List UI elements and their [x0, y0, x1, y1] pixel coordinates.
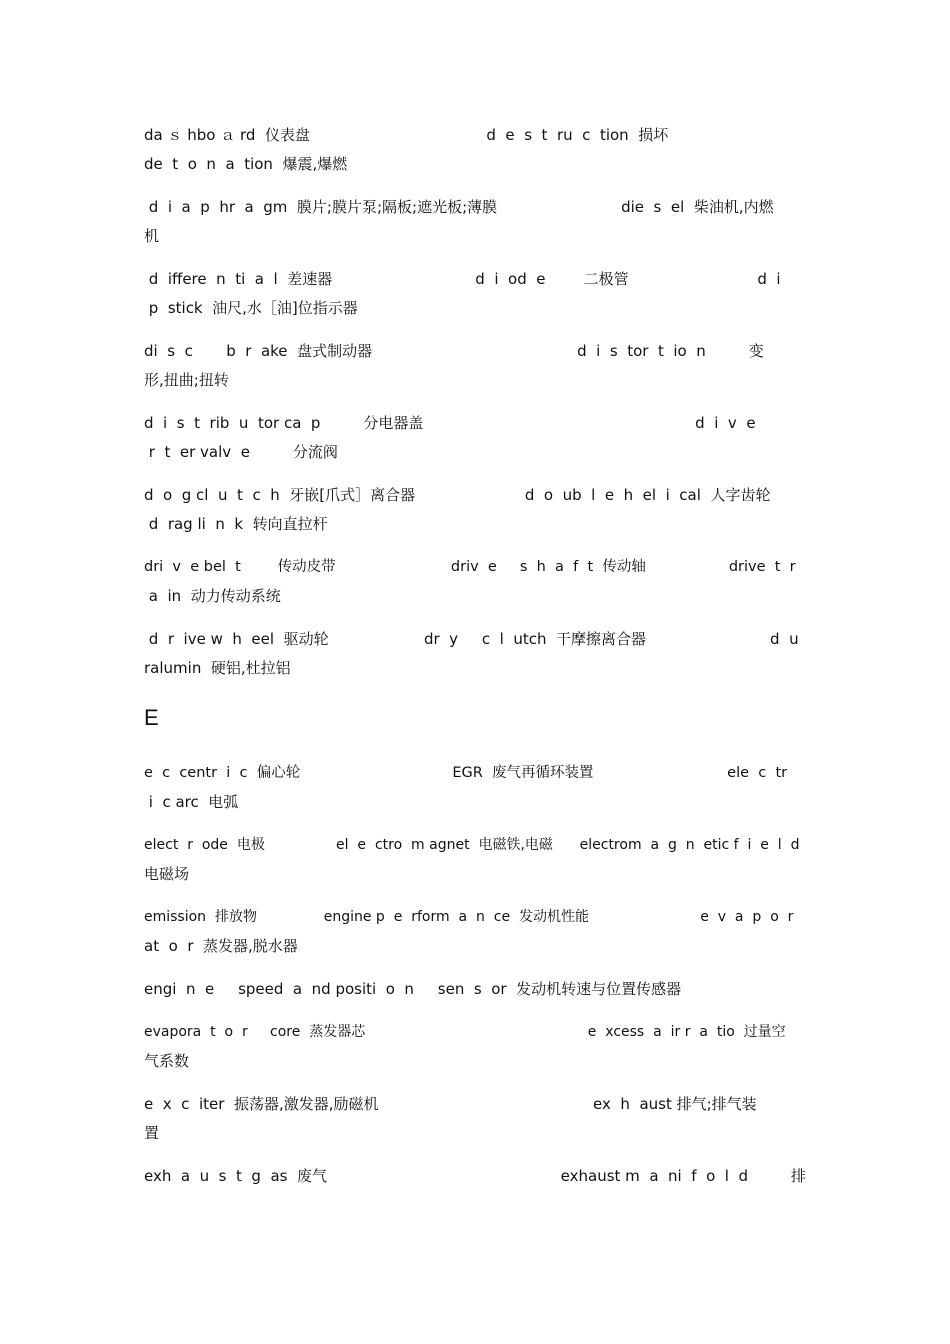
entry-text: d i s t rib u tor ca p 分电器盖 d i v e — [144, 414, 756, 432]
entry-text: d o g cl u t c h 牙嵌[爪式］离合器 d o ub l e h el i cal 人字齿轮 — [144, 486, 771, 504]
entry-text: e c centr i c 偏心轮 EGR 废气再循环装置 ele c tr — [144, 765, 788, 781]
entry-text: exh a u s t g as 废气 exhaust m a ni f o l d 排 — [144, 1167, 806, 1185]
glossary-entry-line — [144, 1090, 806, 1148]
section-heading: E — [144, 705, 159, 730]
entry-text: d iffere n ti a l 差速器 d i od e 二极管 d i — [144, 270, 781, 288]
entry-text: 置 — [144, 1124, 160, 1142]
glossary-entry-line — [144, 337, 806, 395]
glossary-entry-line — [144, 625, 806, 683]
entry-text: 电磁场 — [144, 865, 190, 883]
entry-text: ralumin 硬铝,杜拉铝 — [144, 659, 291, 677]
glossary-entry-line — [144, 759, 806, 817]
entry-text: de t o n a tion 爆震,爆燃 — [144, 155, 348, 173]
entry-text: emission 排放物 engine p e rform a n ce 发动机性能 e v a p o r — [144, 909, 794, 925]
document-page — [144, 121, 806, 1205]
entry-text: da ｓ hbo ａ rd 仪表盘 d e s t ru c tion 损坏 — [144, 126, 669, 144]
entry-text: at o r 蒸发器,脱水器 — [144, 937, 298, 955]
entry-text: 气系数 — [144, 1052, 190, 1070]
glossary-entry-line — [144, 975, 806, 1004]
glossary-entry-line — [144, 553, 806, 611]
section-d — [144, 121, 806, 683]
glossary-entry-line — [144, 481, 806, 539]
glossary-entry-line — [144, 121, 806, 179]
entry-text: d r ive w h eel 驱动轮 dr y c l utch 干摩擦离合器 d u — [144, 630, 799, 648]
glossary-entry-line — [144, 1018, 806, 1076]
entry-text: engi n e speed a nd positi o n sen s or 发动机转速与位置传感器 — [144, 980, 682, 998]
entry-text: dri v e bel t 传动皮带 driv e s h a f t 传动轴 drive t r — [144, 559, 796, 575]
glossary-entry-line — [144, 1162, 806, 1191]
glossary-entry-line — [144, 831, 806, 889]
glossary-entry-line — [144, 409, 806, 467]
entry-text: 机 — [144, 227, 160, 245]
entry-text: r t er valv e 分流阀 — [144, 443, 338, 461]
entry-text: e x c iter 振荡器,激发器,励磁机 ex h aust 排气;排气装 — [144, 1095, 757, 1113]
entry-text: i c arc 电弧 — [144, 793, 239, 811]
glossary-entry-line — [144, 265, 806, 323]
section-e — [144, 703, 806, 1191]
entry-text: elect r ode 电极 el e ctro m agnet 电磁铁,电磁 electrom a g n etic f i e l d — [144, 837, 800, 853]
glossary-entry-line — [144, 193, 806, 251]
entry-text: p stick 油尺,水［油]位指示器 — [144, 299, 358, 317]
entry-text: d i a p hr a gm 膜片;膜片泵;隔板;遮光板;薄膜 die s el 柴油机,内燃 — [144, 198, 774, 216]
entry-text: di s c b r ake 盘式制动器 d i s tor t io n 变 — [144, 342, 764, 360]
glossary-entry-line — [144, 903, 806, 961]
entry-text: evapora t o r core 蒸发器芯 e xcess a ir r a tio 过量空 — [144, 1024, 786, 1040]
entry-text: a in 动力传动系统 — [144, 587, 281, 605]
entry-text: 形,扭曲;扭转 — [144, 371, 229, 389]
entry-text: d rag li n k 转向直拉杆 — [144, 515, 328, 533]
